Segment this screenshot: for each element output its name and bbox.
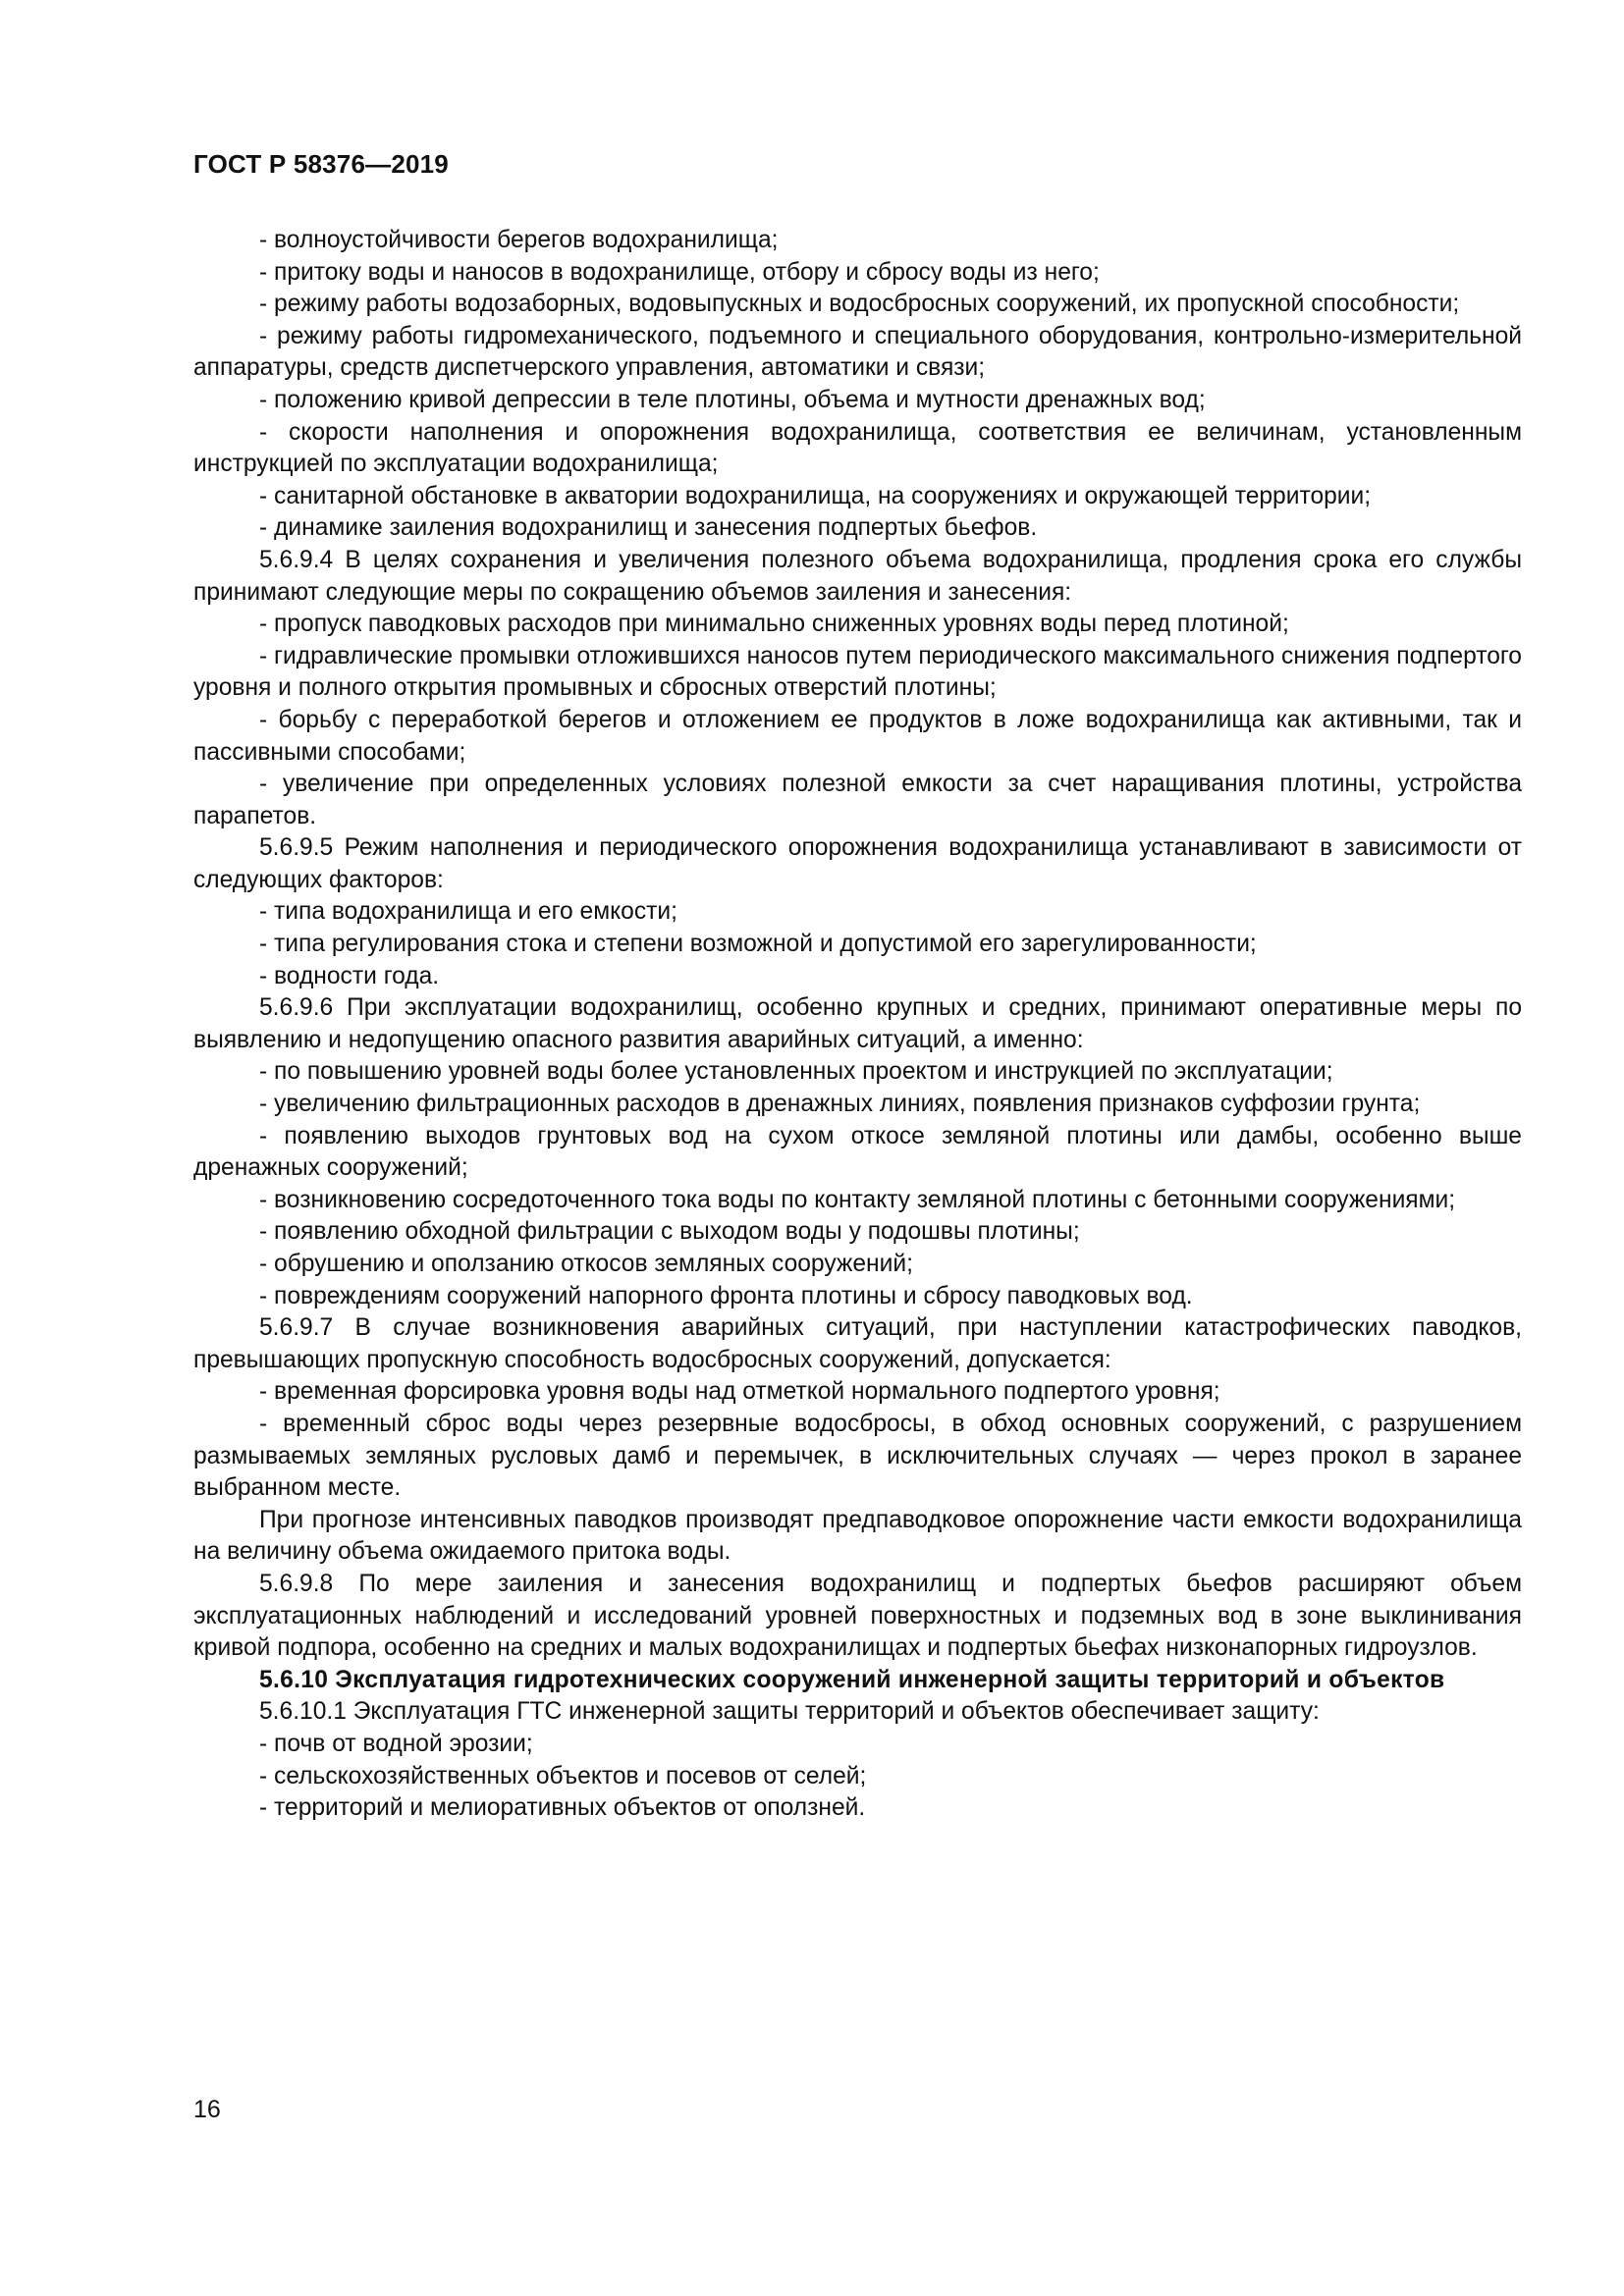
document-header: ГОСТ Р 58376—2019 xyxy=(193,149,449,179)
section-heading: 5.6.10 Эксплуатация гидротехнических сооружений инженерной защиты территорий и объектов xyxy=(259,1666,1445,1693)
paragraph: - временный сброс воды через резервные водосбросы, в обход основных сооружений, с разрушением размываемых земляных русловых дамб и перемычек, в исключительных случаях — через прокол в заранее выбранном месте. xyxy=(193,1410,1522,1502)
paragraph: - динамике заиления водохранилищ и занесения подпертых бьефов. xyxy=(259,514,1038,542)
paragraph: - увеличение при определенных условиях полезной емкости за счет наращивания плотины, устройства парапетов. xyxy=(193,771,1522,829)
paragraph: - типа регулирования стока и степени возможной и допустимой его зарегулированности; xyxy=(259,931,1257,958)
paragraph: - санитарной обстановке в акватории водохранилища, на сооружениях и окружающей территории; xyxy=(259,482,1372,509)
paragraph: - обрушению и оползанию откосов земляных сооружений; xyxy=(259,1251,913,1277)
document-body xyxy=(193,225,1522,1825)
paragraph: - возникновению сосредоточенного тока воды по контакту земляной плотины с бетонными сооружениями; xyxy=(259,1186,1456,1213)
paragraph: - увеличению фильтрационных расходов в дренажных линиях, появления признаков суффозии грунта; xyxy=(259,1091,1421,1118)
paragraph: - временная форсировка уровня воды над отметкой нормального подпертого уровня; xyxy=(259,1378,1220,1406)
paragraph: - режиму работы гидромеханического, подъемного и специального оборудования, контрольно-измерительной аппаратуры, средств диспетчерского управления, автоматики и связи; xyxy=(193,322,1522,382)
paragraph: - положению кривой депрессии в теле плотины, объема и мутности дренажных вод; xyxy=(259,386,1206,413)
paragraph: - сельскохозяйственных объектов и посевов от селей; xyxy=(259,1762,867,1789)
paragraph: 5.6.9.5 Режим наполнения и периодического опорожнения водохранилища устанавливают в зависимости от следующих факторов: xyxy=(193,834,1522,893)
paragraph: - появлению обходной фильтрации с выходом воды у подошвы плотины; xyxy=(259,1218,1080,1246)
paragraph: - скорости наполнения и опорожнения водохранилища, соответствия ее величинам, установленным инструкцией по эксплуатации водохранилища; xyxy=(193,418,1522,478)
paragraph: - борьбу с переработкой берегов и отложением ее продуктов в ложе водохранилища как активными, так и пассивными способами; xyxy=(193,706,1522,766)
paragraph: - пропуск паводковых расходов при минимально сниженных уровнях воды перед плотиной; xyxy=(259,611,1289,638)
paragraph: - гидравлические промывки отложившихся наносов путем периодического максимального снижения подпертого уровня и полного открытия промывных и сбросных отверстий плотины; xyxy=(193,642,1522,702)
paragraph: - повреждениям сооружений напорного фронта плотины и сбросу паводковых вод. xyxy=(259,1282,1193,1309)
paragraph: - волноустойчивости берегов водохранилища; xyxy=(259,227,779,253)
paragraph: - территорий и мелиоративных объектов от оползней. xyxy=(259,1794,866,1822)
paragraph: 5.6.10.1 Эксплуатация ГТС инженерной защиты территорий и объектов обеспечивает защиту: xyxy=(259,1698,1320,1726)
paragraph: - притоку воды и наносов в водохранилище, отбору и сбросу воды из него; xyxy=(259,258,1100,286)
paragraph: - появлению выходов грунтовых вод на сухом откосе земляной плотины или дамбы, особенно выше дренажных сооружений; xyxy=(193,1122,1522,1182)
paragraph: 5.6.9.7 В случае возникновения аварийных ситуаций, при наступлении катастрофических паводков, превышающих пропускную способность водосбросных сооружений, допускается: xyxy=(193,1314,1522,1373)
paragraph: - типа водохранилища и его емкости; xyxy=(259,898,677,926)
paragraph: - водности года. xyxy=(259,962,440,989)
paragraph: - по повышению уровней воды более установленных проектом и инструкцией по эксплуатации; xyxy=(259,1058,1333,1086)
paragraph: При прогнозе интенсивных паводков производят предпаводковое опорожнение части емкости водохранилища на величину объема ожидаемого притока воды. xyxy=(193,1506,1522,1566)
paragraph: 5.6.9.6 При эксплуатации водохранилищ, особенно крупных и средних, принимают оперативные меры по выявлению и недопущению опасного развития аварийных ситуаций, а именно: xyxy=(193,994,1522,1053)
paragraph: 5.6.9.8 По мере заиления и занесения водохранилищ и подпертых бьефов расширяют объем эксплуатационных наблюдений и исследований уровней поверхностных и подземных вод в зоне выклинивания кривой подпора, особенно на средних и малых водохранилищах и подпертых бьефах низконапорных гидроузлов. xyxy=(193,1570,1522,1662)
paragraph: 5.6.9.4 В целях сохранения и увеличения полезного объема водохранилища, продления срока его службы принимают следующие меры по сокращению объемов заиления и занесения: xyxy=(193,546,1522,606)
paragraph: - режиму работы водозаборных, водовыпускных и водосбросных сооружений, их пропускной способности; xyxy=(259,291,1460,318)
paragraph: - почв от водной эрозии; xyxy=(259,1730,533,1757)
page-number: 16 xyxy=(193,2096,221,2123)
